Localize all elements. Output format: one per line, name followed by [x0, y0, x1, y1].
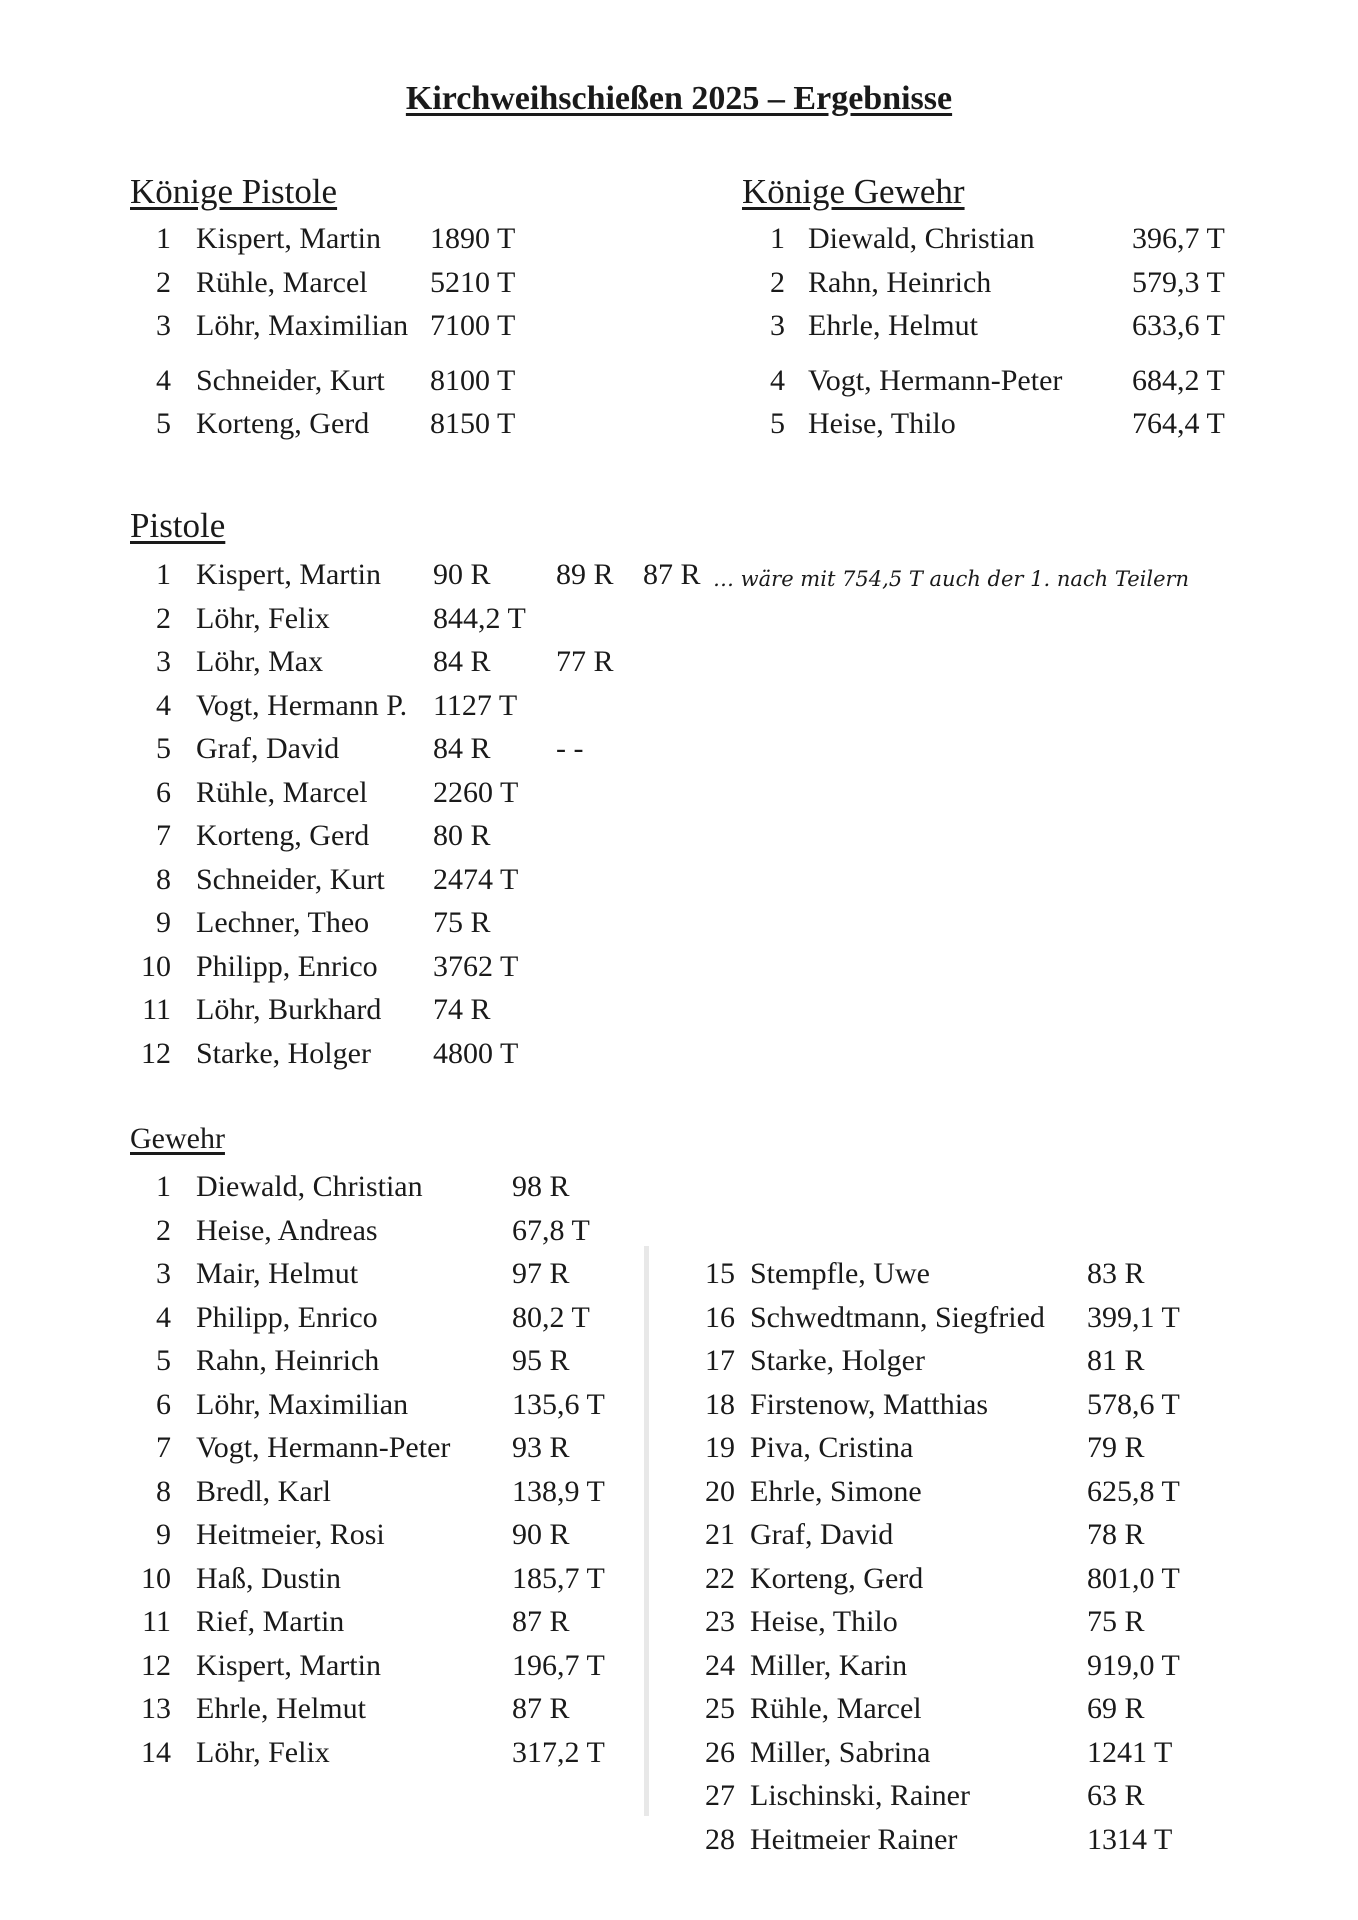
participant-name: Heise, Thilo [808, 407, 956, 440]
rank-number: 2 [156, 601, 171, 635]
score-value-2: 77 R [556, 645, 614, 678]
score-value: 93 R [512, 1431, 570, 1464]
result-row [0, 1167, 1358, 1207]
rank-number: 1 [156, 1170, 171, 1203]
score-value: 90 R [512, 1518, 570, 1551]
participant-name: Schwedtmann, Siegfried [750, 1300, 1045, 1334]
rank-number: 1 [156, 558, 171, 591]
rank-number: 9 [156, 1518, 171, 1551]
participant-name: Starke, Holger [750, 1344, 925, 1377]
participant-name: Kispert, Martin [196, 1648, 381, 1682]
score-value: 75 R [1087, 1605, 1145, 1638]
participant-name: Mair, Helmut [196, 1257, 359, 1290]
participant-name: Vogt, Hermann P. [196, 688, 408, 722]
result-row [0, 686, 1358, 726]
participant-name: Löhr, Burkhard [196, 993, 382, 1026]
participant-name: Bredl, Karl [196, 1474, 331, 1508]
score-value-2: - - [556, 732, 584, 765]
rank-number: 1 [156, 222, 171, 255]
score-value: 317,2 T [512, 1735, 605, 1769]
participant-name: Korteng, Gerd [196, 407, 370, 440]
result-row [0, 1602, 1358, 1642]
result-row [0, 1385, 1358, 1425]
participant-name: Ehrle, Helmut [196, 1692, 366, 1725]
result-row [0, 404, 1358, 444]
rank-number: 4 [156, 688, 171, 722]
result-row [0, 1298, 1358, 1338]
rank-number: 3 [156, 645, 171, 678]
participant-name: Heitmeier, Rosi [196, 1518, 385, 1551]
score-value: 5210 T [430, 266, 516, 299]
result-row [0, 1733, 1358, 1773]
score-value: 7100 T [430, 309, 516, 342]
rank-number: 11 [142, 993, 171, 1026]
participant-name: Graf, David [196, 732, 340, 765]
score-value: 4800 T [433, 1036, 519, 1070]
score-value: 80,2 T [512, 1300, 590, 1334]
participant-name: Philipp, Enrico [196, 1300, 378, 1334]
participant-name: Löhr, Maximilian [196, 309, 409, 342]
rank-number: 8 [156, 862, 171, 896]
result-row [0, 361, 1358, 401]
rank-number: 21 [705, 1518, 735, 1551]
score-value: 185,7 T [512, 1561, 605, 1595]
rank-number: 2 [770, 266, 785, 299]
score-value: 84 R [433, 732, 491, 765]
rank-number: 8 [156, 1474, 171, 1508]
participant-name: Ehrle, Helmut [808, 309, 978, 342]
participant-name: Rühle, Marcel [196, 266, 368, 299]
participant-name: Heise, Andreas [196, 1213, 378, 1247]
koenige-pistole-heading: Könige Pistole [130, 172, 338, 211]
score-value: 90 R [433, 558, 491, 591]
result-row [0, 555, 1358, 595]
rank-number: 7 [156, 819, 171, 852]
score-value: 74 R [433, 993, 491, 1026]
score-value: 67,8 T [512, 1213, 590, 1247]
participant-name: Löhr, Felix [196, 1735, 330, 1769]
score-value: 196,7 T [512, 1648, 605, 1682]
rank-number: 18 [705, 1387, 735, 1421]
participant-name: Ehrle, Simone [750, 1474, 922, 1508]
rank-number: 9 [156, 906, 171, 939]
rank-number: 10 [141, 949, 171, 983]
rank-number: 3 [156, 309, 171, 342]
result-row [0, 1559, 1358, 1599]
score-value-2: 89 R [556, 558, 614, 591]
score-value: 1890 T [430, 222, 516, 255]
score-value: 8150 T [430, 407, 516, 440]
participant-name: Miller, Sabrina [750, 1735, 931, 1769]
score-value: 75 R [433, 906, 491, 939]
result-row [0, 1341, 1358, 1381]
result-row [0, 773, 1358, 813]
result-row [0, 1211, 1358, 1251]
score-value: 844,2 T [433, 601, 526, 635]
participant-name: Firstenow, Matthias [750, 1387, 989, 1421]
rank-number: 4 [156, 364, 171, 397]
participant-name: Schneider, Kurt [196, 862, 385, 896]
rank-number: 24 [705, 1648, 735, 1682]
score-value: 79 R [1087, 1431, 1145, 1464]
score-value: 95 R [512, 1344, 570, 1377]
result-row [0, 306, 1358, 346]
participant-name: Schneider, Kurt [196, 364, 385, 397]
score-value: 396,7 T [1132, 222, 1225, 255]
rank-number: 5 [156, 732, 171, 765]
participant-name: Diewald, Christian [808, 222, 1035, 255]
result-row [0, 1820, 1358, 1860]
participant-name: Miller, Karin [750, 1648, 908, 1682]
score-value: 399,1 T [1087, 1300, 1180, 1334]
participant-name: Heitmeier Rainer [750, 1822, 958, 1856]
score-note: … wäre mit 754,5 T auch der 1. nach Teilern [713, 567, 1190, 591]
score-value: 764,4 T [1132, 407, 1225, 440]
participant-name: Starke, Holger [196, 1036, 371, 1070]
score-value: 684,2 T [1132, 364, 1225, 397]
participant-name: Lischinski, Rainer [750, 1779, 970, 1812]
participant-name: Graf, David [750, 1518, 894, 1551]
score-value: 1314 T [1087, 1822, 1173, 1856]
result-row [0, 1689, 1358, 1729]
participant-name: Korteng, Gerd [196, 819, 370, 852]
result-row [0, 642, 1358, 682]
result-row [0, 990, 1358, 1030]
pistole-heading: Pistole [130, 506, 226, 545]
score-value: 97 R [512, 1257, 570, 1290]
participant-name: Philipp, Enrico [196, 949, 378, 983]
participant-name: Rief, Martin [196, 1605, 345, 1638]
result-row [0, 947, 1358, 987]
score-value: 63 R [1087, 1779, 1145, 1812]
rank-number: 3 [770, 309, 785, 342]
rank-number: 12 [141, 1036, 171, 1070]
score-value: 633,6 T [1132, 309, 1225, 342]
result-row [0, 729, 1358, 769]
rank-number: 23 [705, 1605, 735, 1638]
participant-name: Kispert, Martin [196, 222, 381, 255]
score-value: 80 R [433, 819, 491, 852]
rank-number: 2 [156, 266, 171, 299]
score-value: 87 R [512, 1605, 570, 1638]
participant-name: Rahn, Heinrich [196, 1344, 380, 1377]
result-row [0, 1776, 1358, 1816]
gewehr-heading: Gewehr [130, 1122, 225, 1155]
participant-name: Vogt, Hermann-Peter [196, 1431, 451, 1464]
participant-name: Diewald, Christian [196, 1170, 423, 1203]
score-value: 87 R [512, 1692, 570, 1725]
score-value: 1241 T [1087, 1735, 1173, 1769]
score-value: 2260 T [433, 775, 519, 809]
participant-name: Rühle, Marcel [196, 775, 368, 809]
rank-number: 5 [156, 407, 171, 440]
score-value-3: 87 R [643, 558, 701, 591]
rank-number: 13 [141, 1692, 171, 1725]
score-value: 625,8 T [1087, 1474, 1180, 1508]
rank-number: 14 [141, 1735, 171, 1769]
score-value: 81 R [1087, 1344, 1145, 1377]
participant-name: Korteng, Gerd [750, 1561, 924, 1595]
result-row [0, 1254, 1358, 1294]
rank-number: 12 [141, 1648, 171, 1682]
rank-number: 10 [141, 1561, 171, 1595]
rank-number: 6 [156, 775, 171, 809]
score-value: 578,6 T [1087, 1387, 1180, 1421]
participant-name: Rühle, Marcel [750, 1692, 922, 1725]
result-row [0, 816, 1358, 856]
score-value: 138,9 T [512, 1474, 605, 1508]
score-value: 78 R [1087, 1518, 1145, 1551]
result-row [0, 599, 1358, 639]
rank-number: 1 [770, 222, 785, 255]
result-row [0, 1034, 1358, 1074]
page-title: Kirchweihschießen 2025 – Ergebnisse [405, 80, 953, 117]
rank-number: 25 [705, 1692, 735, 1725]
rank-number: 27 [705, 1779, 735, 1812]
rank-number: 17 [705, 1344, 735, 1377]
score-value: 1127 T [433, 688, 518, 722]
rank-number: 3 [156, 1257, 171, 1290]
participant-name: Löhr, Maximilian [196, 1387, 409, 1421]
participant-name: Kispert, Martin [196, 558, 381, 591]
score-value: 98 R [512, 1170, 570, 1203]
rank-number: 28 [705, 1822, 735, 1856]
participant-name: Stempfle, Uwe [750, 1257, 930, 1290]
score-value: 69 R [1087, 1692, 1145, 1725]
rank-number: 5 [770, 407, 785, 440]
participant-name: Löhr, Felix [196, 601, 330, 635]
score-value: 83 R [1087, 1257, 1145, 1290]
participant-name: Vogt, Hermann-Peter [808, 364, 1063, 397]
result-row [0, 1472, 1358, 1512]
rank-number: 4 [770, 364, 785, 397]
participant-name: Heise, Thilo [750, 1605, 898, 1638]
score-value: 2474 T [433, 862, 519, 896]
score-value: 579,3 T [1132, 266, 1225, 299]
score-value: 8100 T [430, 364, 516, 397]
participant-name: Piva, Cristina [750, 1431, 914, 1464]
rank-number: 4 [156, 1300, 171, 1334]
participant-name: Löhr, Max [196, 645, 324, 678]
score-value: 3762 T [433, 949, 519, 983]
rank-number: 7 [156, 1431, 171, 1464]
result-row [0, 263, 1358, 303]
score-value: 801,0 T [1087, 1561, 1180, 1595]
rank-number: 26 [705, 1735, 735, 1769]
result-row [0, 219, 1358, 259]
rank-number: 22 [705, 1561, 735, 1595]
score-value: 135,6 T [512, 1387, 605, 1421]
participant-name: Rahn, Heinrich [808, 266, 992, 299]
rank-number: 20 [705, 1474, 735, 1508]
rank-number: 16 [705, 1300, 735, 1334]
participant-name: Lechner, Theo [196, 906, 370, 939]
rank-number: 6 [156, 1387, 171, 1421]
rank-number: 2 [156, 1213, 171, 1247]
koenige-gewehr-heading: Könige Gewehr [742, 172, 965, 211]
score-value: 919,0 T [1087, 1648, 1180, 1682]
participant-name: Haß, Dustin [196, 1561, 341, 1595]
result-row [0, 1646, 1358, 1686]
result-row [0, 1515, 1358, 1555]
rank-number: 19 [705, 1431, 735, 1464]
result-row [0, 903, 1358, 943]
rank-number: 15 [705, 1257, 735, 1290]
result-row [0, 1428, 1358, 1468]
result-row [0, 860, 1358, 900]
rank-number: 5 [156, 1344, 171, 1377]
score-value: 84 R [433, 645, 491, 678]
rank-number: 11 [142, 1605, 171, 1638]
